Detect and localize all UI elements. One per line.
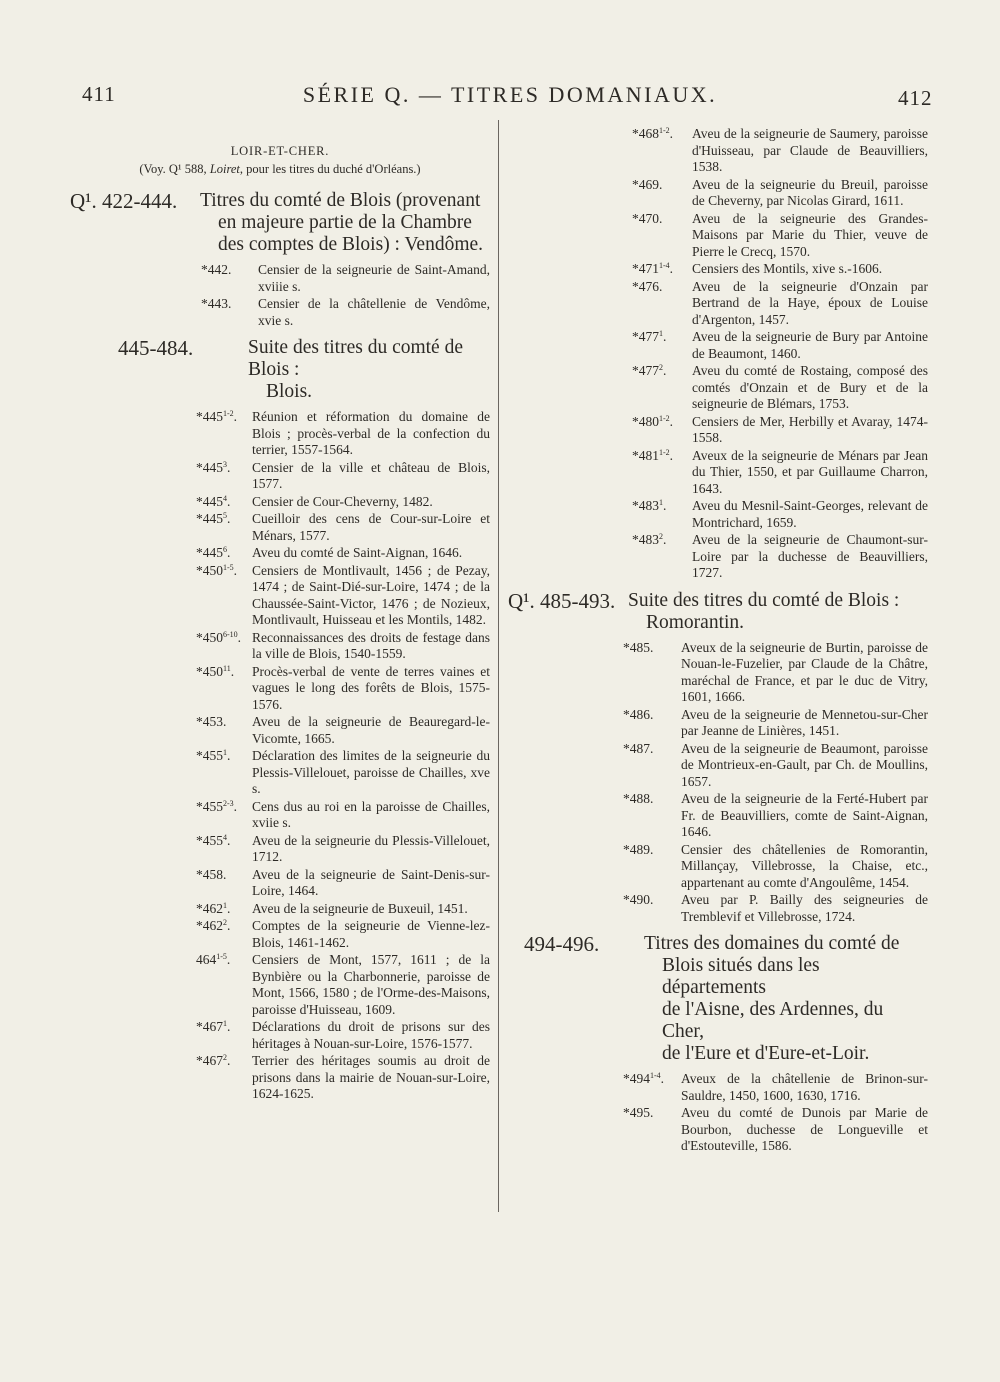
entry-ref-dot: . <box>669 413 674 429</box>
archive-entry <box>70 1053 490 1103</box>
entry-ref <box>623 640 681 706</box>
archive-entry <box>508 177 928 210</box>
right-page-number: 412 <box>898 86 933 110</box>
archive-entry <box>508 498 928 531</box>
entry-ref-dot: . <box>227 900 231 916</box>
note-suffix: , pour les titres du duché d'Orléans.) <box>239 162 421 176</box>
entry-ref-dot: . <box>227 832 231 848</box>
entry-ref-dot: . <box>663 329 667 344</box>
entry-ref-superscript: 1-4 <box>650 1071 661 1080</box>
entry-ref-number: *483 <box>632 532 659 547</box>
entry-ref-number: *481 <box>632 447 659 463</box>
entry-ref-number: *471 <box>632 261 659 276</box>
archive-entry <box>70 511 490 544</box>
entry-text: Censiers de Mont, 1577, 1611 ; de la Bynbière ou la Charbonnerie, paroisse de Mont, 1566, 1580 ; de l'Orme-des-Maisons, paroisse d'Huisseau, 1609. <box>252 952 490 1017</box>
section-title-line: en majeure partie de la Chambre <box>218 212 472 233</box>
entry-ref-number: *469. <box>632 176 663 192</box>
entry-ref-dot: . <box>237 629 242 645</box>
section-ref: 445-484. <box>118 336 194 360</box>
entry-ref-superscript: 1 <box>659 329 663 338</box>
section-title-line: Blois. <box>266 381 313 402</box>
entry-text: Aveu du comté de Dunois par Marie de Bourbon, duchesse de Longueville et d'Estouteville, 1586. <box>681 1105 928 1153</box>
section-title <box>248 337 490 403</box>
entry-ref-dot: . <box>227 511 231 526</box>
entry-ref-number: *476. <box>632 278 663 294</box>
entry-text: Censiers des Montils, xive s.-1606. <box>692 261 883 276</box>
entry-ref-superscript: 4 <box>223 832 227 842</box>
entry-ref-dot: . <box>233 562 238 578</box>
entry-ref-number: *450 <box>196 562 223 578</box>
archive-entry <box>508 279 928 329</box>
entry-ref <box>632 261 692 278</box>
entry-ref-superscript: 1-2 <box>659 413 670 423</box>
entry-ref <box>196 494 252 511</box>
entry-ref-number: *477 <box>632 329 659 344</box>
section-title-line: Titres des domaines du comté de <box>644 933 900 954</box>
entry-ref-superscript: 1-2 <box>659 447 670 457</box>
left-column <box>70 142 490 1105</box>
entry-ref-superscript: 1 <box>223 900 227 910</box>
entry-ref-number: *443. <box>201 296 232 311</box>
entry-ref-superscript: 2 <box>659 363 663 372</box>
archive-entry <box>70 262 490 295</box>
entry-ref-number: *450 <box>196 629 223 645</box>
archive-entry <box>508 329 928 362</box>
entry-ref <box>196 714 252 747</box>
entry-text: Terrier des héritages soumis au droit de prisons dans la mairie de Nouan-sur-Loire, 1624-1625. <box>252 1053 490 1101</box>
section-title <box>628 590 928 634</box>
entry-ref-dot: . <box>230 663 235 679</box>
entry-ref-number: *488. <box>623 791 654 806</box>
entry-text: Censier de la ville et château de Blois, 1577. <box>252 459 490 491</box>
archive-entry <box>70 296 490 329</box>
archive-entry <box>70 1019 490 1052</box>
entry-ref-number: *442. <box>201 262 232 277</box>
archive-entry <box>70 714 490 747</box>
entry-ref-superscript: 11 <box>223 663 231 673</box>
archive-entry <box>508 1071 928 1104</box>
entry-text: Aveu de la seigneurie de Beaumont, paroisse de Montrieux-en-Gault, par Ch. de Moullins, 1657. <box>681 740 928 789</box>
entry-text: Aveu du comté de Saint-Aignan, 1646. <box>252 545 463 560</box>
section-ref: 494-496. <box>524 932 600 956</box>
entry-text: Aveu de la seigneurie de Beauregard-le-Vicomte, 1665. <box>252 714 490 746</box>
entry-text: Censier des châtellenies de Romorantin, Millançay, Villebrosse, la Chaise, etc., appartenant au comte d'Angoulême, 1454. <box>681 841 928 890</box>
archive-entry <box>508 261 928 278</box>
section-title-line: des comptes de Blois) : Vendôme. <box>218 234 484 255</box>
entry-ref-number: *483 <box>632 498 659 513</box>
entry-ref-superscript: 1 <box>223 1019 227 1028</box>
entry-ref <box>623 791 681 841</box>
entry-ref-dot: . <box>226 952 231 967</box>
entry-ref-dot: . <box>227 748 231 763</box>
entry-ref <box>201 262 258 295</box>
entry-text: Cens dus au roi en la paroisse de Chailles, xviie s. <box>252 798 490 830</box>
note-prefix: (Voy. Q¹ 588, <box>139 162 210 176</box>
entry-ref <box>196 799 252 832</box>
entry-text: Reconnaissances des droits de festage dans la ville de Blois, 1540-1559. <box>252 629 490 661</box>
entry-ref <box>632 448 692 498</box>
section-title-line: de l'Aisne, des Ardennes, du Cher, <box>662 999 884 1042</box>
archive-entry <box>508 211 928 261</box>
entry-ref-dot: . <box>227 493 231 509</box>
cross-reference-note <box>70 160 490 178</box>
archive-entry <box>70 460 490 493</box>
entry-ref <box>196 952 252 1018</box>
entry-text: Censiers de Montlivault, 1456 ; de Pezay, 1474 ; de Saint-Dié-sur-Loire, 1474 ; de la Chaussée-Saint-Victor, 1476 ; de Nozieux, Montlivault, Huisseau et les Montils, 1482. <box>252 562 490 627</box>
entry-ref-number: *445 <box>196 493 223 509</box>
entry-ref-dot: . <box>227 1019 231 1034</box>
archive-entry <box>508 842 928 892</box>
archive-entry <box>508 532 928 582</box>
archive-entry <box>508 707 928 740</box>
entry-ref <box>196 460 252 493</box>
entry-ref-number: *445 <box>196 409 223 424</box>
section-title <box>200 190 490 256</box>
entry-text: Aveu de la seigneurie de Chaumont-sur-Loire par la duchesse de Beauvilliers, 1727. <box>692 532 928 580</box>
entry-list <box>70 409 490 1103</box>
entry-ref-number: *489. <box>623 841 654 857</box>
entry-ref-superscript: 4 <box>223 493 227 503</box>
entry-ref-dot: . <box>227 545 231 560</box>
entry-ref-number: *477 <box>632 363 659 378</box>
entry-text: Aveu de la seigneurie des Grandes-Maisons par Marie du Thier, veuve de Pierre le Crecq, 1570. <box>692 210 928 259</box>
entry-text: Aveu du comté de Rostaing, composé des comtés d'Onzain et de Bury et de la seigneurie de Blémars, 1753. <box>692 363 928 411</box>
department-heading: LOIR-ET-CHER. <box>230 144 330 158</box>
archive-entry <box>508 892 928 925</box>
entry-text: Aveu du Mesnil-Saint-Georges, relevant de Montrichard, 1659. <box>692 498 928 530</box>
entry-ref-superscript: 1-2 <box>659 126 670 135</box>
entry-ref <box>623 842 681 892</box>
entry-ref <box>623 1071 681 1104</box>
section-heading <box>70 190 490 256</box>
entry-ref-superscript: 2-3 <box>223 798 234 808</box>
archive-entry <box>70 799 490 832</box>
section-title <box>644 933 928 1065</box>
archive-entry <box>70 748 490 798</box>
entry-ref-number: 464 <box>196 952 217 967</box>
entry-text: Censier de Cour-Cheverny, 1482. <box>252 493 433 509</box>
entry-ref-dot: . <box>669 126 674 141</box>
archive-entry <box>508 1105 928 1155</box>
entry-ref-superscript: 1-2 <box>223 409 234 418</box>
archive-entry <box>508 363 928 413</box>
section-heading <box>508 590 928 634</box>
archive-entry <box>508 126 928 176</box>
archive-entry <box>508 448 928 498</box>
section-heading <box>70 337 490 403</box>
archive-entry <box>508 741 928 791</box>
entry-ref-number: *494 <box>623 1071 650 1086</box>
entry-ref <box>196 409 252 459</box>
entry-ref-superscript: 5 <box>223 511 227 520</box>
entry-ref <box>632 532 692 582</box>
entry-text: Comptes de la seigneurie de Vienne-lez-Blois, 1461-1462. <box>252 918 490 950</box>
entry-list <box>70 262 490 329</box>
entry-ref <box>196 563 252 629</box>
entry-ref-dot: . <box>227 1053 231 1068</box>
entry-ref-number: *490. <box>623 892 654 907</box>
entry-text: Censiers de Mer, Herbilly et Avaray, 1474-1558. <box>692 413 928 445</box>
archive-entry <box>70 563 490 629</box>
entry-ref-superscript: 2 <box>223 1053 227 1062</box>
section-title-line: Suite des titres du comté de Blois : <box>248 337 463 380</box>
archive-entry <box>70 952 490 1018</box>
entry-ref-dot: . <box>663 498 667 513</box>
archive-entry <box>70 545 490 562</box>
entry-ref <box>196 545 252 562</box>
entry-ref <box>196 511 252 544</box>
entry-ref-number: *453. <box>196 714 227 729</box>
entry-ref-superscript: 1 <box>659 498 663 507</box>
entry-ref-dot: . <box>663 363 667 378</box>
archive-entry <box>70 918 490 951</box>
entry-text: Aveu de la seigneurie du Plessis-Villelouet, 1712. <box>252 832 490 864</box>
entry-text: Aveu de la seigneurie de Bury par Antoine de Beaumont, 1460. <box>692 329 928 361</box>
entry-ref <box>632 177 692 210</box>
entry-text: Aveu de la seigneurie de Mennetou-sur-Cher par Jeanne de Linières, 1451. <box>681 706 928 738</box>
entry-ref-dot: . <box>669 261 674 276</box>
entry-text: Aveu de la seigneurie du Breuil, paroisse de Cheverny, par Nicolas Girard, 1611. <box>692 176 928 208</box>
entry-ref-number: *455 <box>196 798 223 814</box>
entry-ref <box>201 296 258 329</box>
entry-text: Aveu de la seigneurie de Saumery, paroisse d'Huisseau, par Claude de Beauvilliers, 1538. <box>692 126 928 174</box>
entry-ref-number: *462 <box>196 918 223 933</box>
entry-ref-superscript: 1-4 <box>659 261 670 270</box>
entry-ref-dot: . <box>669 447 674 463</box>
entry-ref-number: *455 <box>196 832 223 848</box>
section-title-line: Romorantin. <box>646 611 745 633</box>
entry-ref <box>196 1019 252 1052</box>
entry-ref <box>196 630 252 663</box>
entry-text: Aveu de la seigneurie de Buxeuil, 1451. <box>252 900 468 916</box>
archive-entry <box>508 640 928 706</box>
entry-ref-dot: . <box>227 459 231 475</box>
entry-ref-number: *485. <box>623 639 654 655</box>
section-title-line: de l'Eure et d'Eure-et-Loir. <box>662 1043 870 1064</box>
entry-ref <box>632 329 692 362</box>
entry-ref-superscript: 3 <box>223 459 227 469</box>
entry-ref-superscript: 1-5 <box>223 562 234 572</box>
entry-ref-number: *445 <box>196 511 223 526</box>
note-italic: Loiret <box>209 162 240 176</box>
entry-ref-superscript: 1 <box>223 748 227 757</box>
entry-text: Réunion et réformation du domaine de Blois ; procès-verbal de la confection du terrier, 1557-1564. <box>252 409 490 457</box>
entry-ref <box>623 892 681 925</box>
entry-text: Déclaration des limites de la seigneurie du Plessis-Villelouet, paroisse de Chailles, xve s. <box>252 748 490 796</box>
entry-ref <box>632 279 692 329</box>
running-title: SÉRIE Q. — TITRES DOMANIAUX. <box>302 82 718 107</box>
archive-entry <box>70 901 490 918</box>
entry-text: Aveux de la seigneurie de Ménars par Jean du Thier, 1550, et par Guillaume Charron, 1643. <box>692 447 928 496</box>
entry-text: Aveu de la seigneurie d'Onzain par Bertrand de la Haye, époux de Louise d'Argenton, 1457. <box>692 278 928 327</box>
entry-ref-dot: . <box>660 1071 665 1086</box>
entry-ref-number: *467 <box>196 1019 223 1034</box>
entry-ref-superscript: 2 <box>223 918 227 927</box>
entry-ref <box>196 1053 252 1103</box>
entry-ref <box>632 211 692 261</box>
entry-ref-superscript: 6-10 <box>223 629 238 639</box>
archive-entry <box>70 867 490 900</box>
entry-ref <box>196 748 252 798</box>
archive-entry <box>70 409 490 459</box>
section-ref: Q¹. 485-493. <box>508 588 616 613</box>
left-page-number: 411 <box>82 82 116 106</box>
entry-ref <box>196 867 252 900</box>
archive-entry <box>508 791 928 841</box>
entry-text: Aveu par P. Bailly des seigneuries de Tremblevif et Villebrosse, 1724. <box>681 892 928 924</box>
entry-ref <box>623 741 681 791</box>
entry-ref-number: *458. <box>196 866 227 882</box>
entry-ref <box>196 901 252 918</box>
entry-text: Aveux de la seigneurie de Burtin, paroisse de Nouan-le-Fuzelier, par Claude de la Châtre, maréchal de France, et par le duc de Vitry, 1601, 1666. <box>681 639 928 704</box>
section-title-line: Blois situés dans les départements <box>662 955 820 998</box>
entry-ref <box>623 707 681 740</box>
entry-ref-superscript: 2 <box>659 532 663 541</box>
entry-text: Déclarations du droit de prisons sur des héritages à Nouan-sur-Loire, 1576-1577. <box>252 1019 490 1051</box>
entry-list <box>508 640 928 926</box>
entry-ref-dot: . <box>233 798 238 814</box>
entry-ref-superscript: 6 <box>223 545 227 554</box>
entry-ref-number: *455 <box>196 748 223 763</box>
entry-ref-number: *450 <box>196 663 223 679</box>
archive-entry <box>70 494 490 511</box>
entry-text: Aveu de la seigneurie de Saint-Denis-sur-Loire, 1464. <box>252 866 490 898</box>
entry-ref-number: *486. <box>623 706 654 722</box>
archive-entry <box>70 664 490 714</box>
entry-ref-number: *462 <box>196 900 223 916</box>
entry-text: Aveu de la seigneurie de la Ferté-Hubert par Fr. de Beauvilliers, comte de Saint-Aignan, 1646. <box>681 791 928 839</box>
entry-ref-number: *480 <box>632 413 659 429</box>
entry-ref <box>632 363 692 413</box>
right-column <box>508 120 928 1157</box>
entry-ref-number: *467 <box>196 1053 223 1068</box>
entry-ref <box>196 918 252 951</box>
entry-ref-dot: . <box>663 532 667 547</box>
entry-list <box>508 1071 928 1155</box>
section-title-line: Titres du comté de Blois (provenant <box>200 190 481 211</box>
entry-ref-dot: . <box>227 918 231 933</box>
entry-ref-number: *468 <box>632 126 659 141</box>
entry-ref-number: *470. <box>632 210 663 226</box>
archive-entry <box>508 414 928 447</box>
entry-list <box>508 126 928 582</box>
section-ref: Q¹. 422-444. <box>70 189 178 213</box>
section-title-line: Suite des titres du comté de Blois : <box>628 589 900 611</box>
archive-entry <box>70 630 490 663</box>
entry-ref-number: *445 <box>196 545 223 560</box>
entry-ref-number: *487. <box>623 740 654 756</box>
entry-text: Censier de la châtellenie de Vendôme, xvie s. <box>258 296 490 328</box>
entry-ref-superscript: 1-5 <box>216 952 227 961</box>
entry-text: Censier de la seigneurie de Saint-Amand, xviiie s. <box>258 262 490 294</box>
column-divider <box>498 120 499 1212</box>
entry-ref-number: *495. <box>623 1105 654 1120</box>
archive-entry <box>70 833 490 866</box>
entry-ref <box>632 498 692 531</box>
entry-text: Cueilloir des cens de Cour-sur-Loire et Ménars, 1577. <box>252 511 490 543</box>
entry-text: Procès-verbal de vente de terres vaines et vagues le long des forêts de Blois, 1575-1576. <box>252 663 490 712</box>
entry-text: Aveux de la châtellenie de Brinon-sur-Sauldre, 1450, 1600, 1630, 1716. <box>681 1071 928 1103</box>
entry-ref <box>196 664 252 714</box>
entry-ref <box>623 1105 681 1155</box>
entry-ref-dot: . <box>233 409 238 424</box>
entry-ref <box>196 833 252 866</box>
entry-ref <box>632 126 692 176</box>
entry-ref-number: *445 <box>196 459 223 475</box>
section-heading <box>508 933 928 1065</box>
entry-ref <box>632 414 692 447</box>
